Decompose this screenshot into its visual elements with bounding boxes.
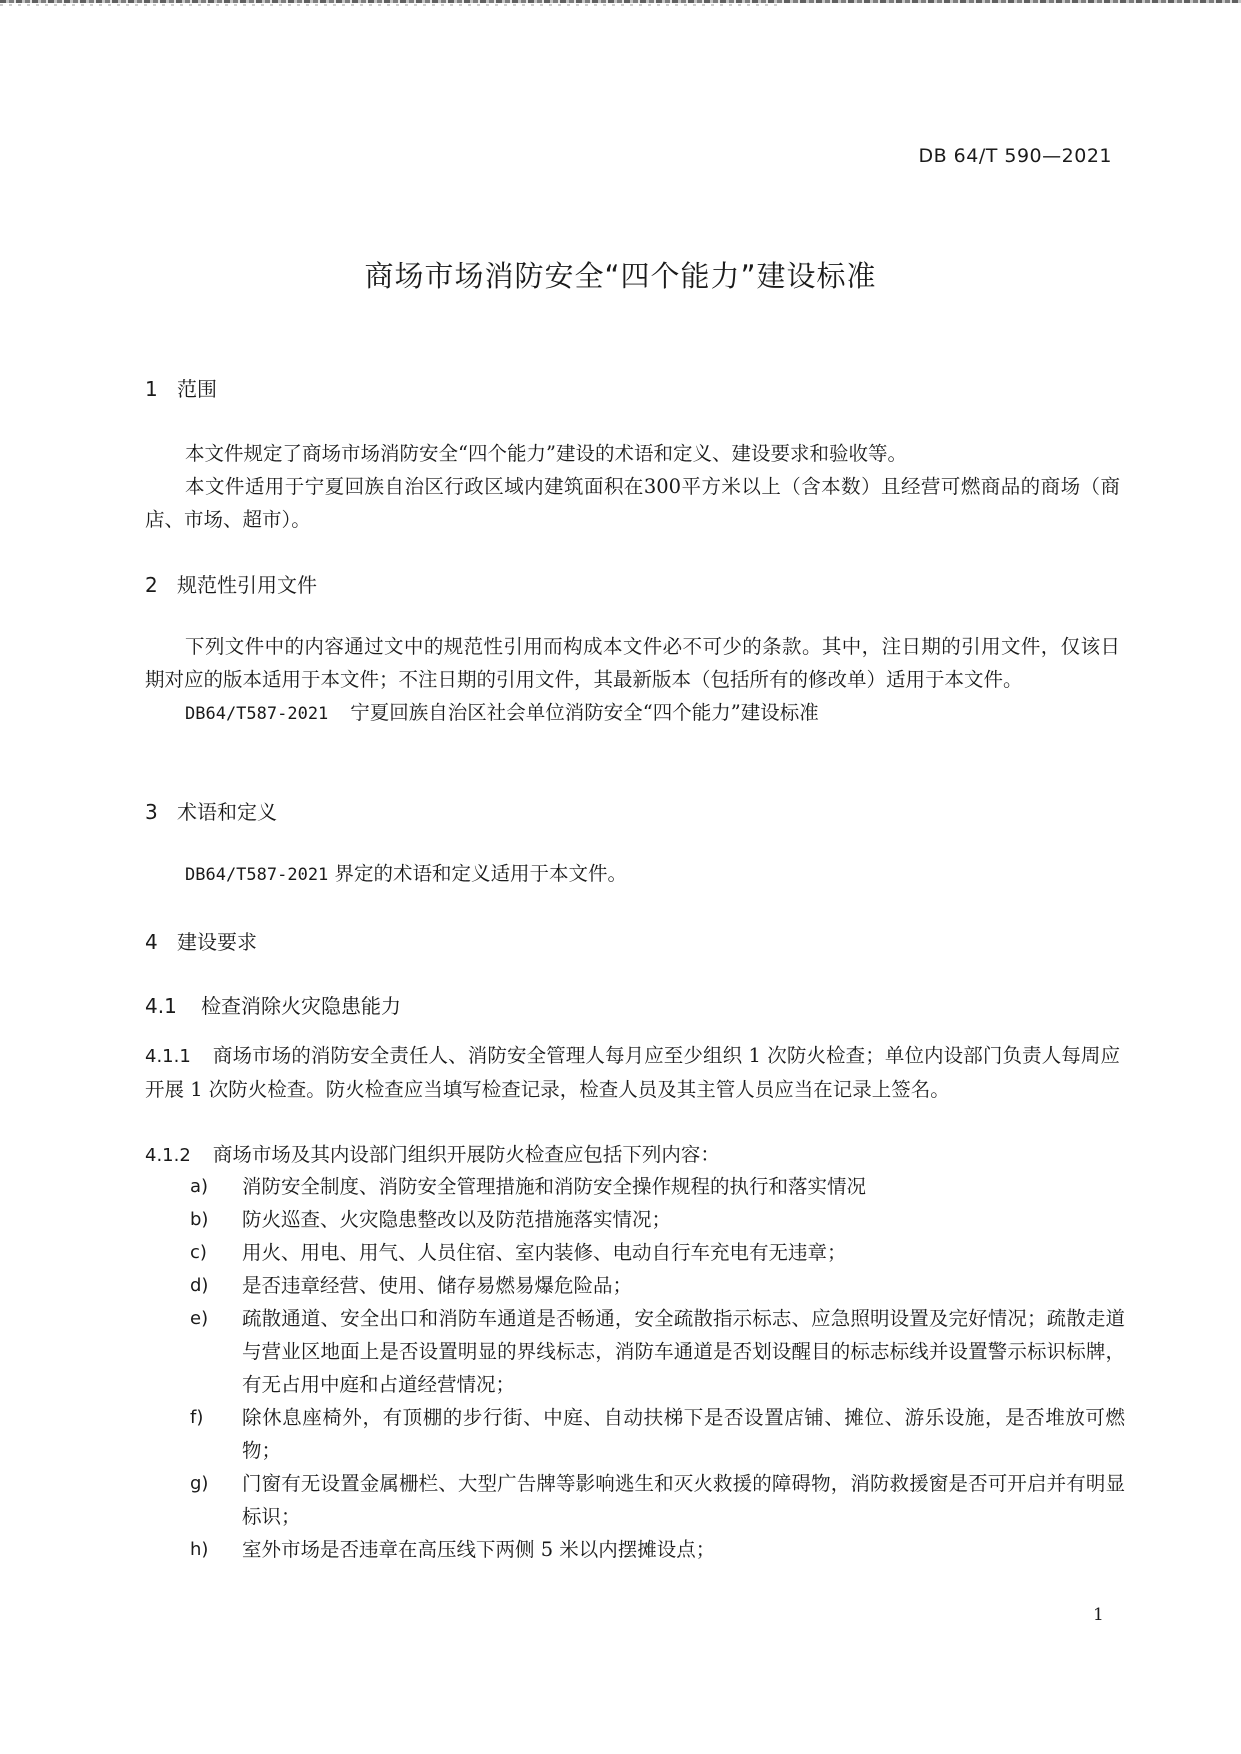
definition-text: 界定的术语和定义适用于本文件。 — [334, 862, 628, 885]
list-marker: h) — [190, 1539, 209, 1560]
list-item — [190, 1467, 1125, 1533]
list-item — [190, 1401, 1125, 1467]
clause-text: 商场市场的消防安全责任人、消防安全管理人每月应至少组织 1 次防火检查；单位内设部门负责人每周应开展 1 次防火检查。防火检查应当填写检查记录，检查人员及其主管人员应当在记录上签名。 — [145, 1044, 1120, 1101]
section-title: 术语和定义 — [177, 800, 277, 824]
list-item-text: 除休息座椅外，有顶棚的步行街、中庭、自动扶梯下是否设置店铺、摊位、游乐设施，是否堆放可燃物； — [242, 1406, 1125, 1462]
inspection-items-list — [190, 1170, 1125, 1566]
list-item — [190, 1269, 1125, 1302]
list-item — [190, 1203, 1125, 1236]
section-title: 范围 — [177, 377, 217, 401]
section-1-body — [145, 437, 1120, 536]
clause-number: 4.1.1 — [145, 1046, 191, 1067]
list-item-text: 疏散通道、安全出口和消防车通道是否畅通，安全疏散指示标志、应急照明设置及完好情况；疏散走道与营业区地面上是否设置明显的界线标志，消防车通道是否划设醒目的标志标线并设置警示标识标牌，有无占用中庭和占道经营情况； — [242, 1307, 1125, 1396]
list-item-text: 用火、用电、用气、人员住宿、室内装修、电动自行车充电有无违章； — [242, 1241, 847, 1264]
reference-title: 宁夏回族自治区社会单位消防安全“四个能力”建设标准 — [350, 701, 819, 724]
list-marker: c) — [190, 1242, 207, 1263]
list-marker: e) — [190, 1308, 209, 1329]
section-3-heading — [145, 798, 1120, 826]
section-number: 3 — [145, 800, 158, 824]
list-item-text: 防火巡查、火灾隐患整改以及防范措施落实情况； — [242, 1208, 672, 1231]
standard-code: DB 64/T 590—2021 — [918, 145, 1112, 167]
scan-artifact-top — [0, 0, 1241, 3]
section-title: 规范性引用文件 — [177, 573, 317, 597]
section-title: 建设要求 — [177, 930, 257, 954]
list-marker: g) — [190, 1473, 209, 1494]
clause-4-1-2 — [145, 1138, 1120, 1172]
list-marker: a) — [190, 1176, 209, 1197]
section-number: 2 — [145, 573, 158, 597]
list-item-text: 消防安全制度、消防安全管理措施和消防安全操作规程的执行和落实情况 — [242, 1175, 867, 1198]
subsection-4-1-heading — [145, 992, 1120, 1020]
list-item-text: 门窗有无设置金属栅栏、大型广告牌等影响逃生和灭火救援的障碍物，消防救援窗是否可开启并有明显标识； — [242, 1472, 1125, 1528]
section-1-heading — [145, 375, 1120, 403]
page-number: 1 — [1093, 1605, 1104, 1625]
reference-code: DB64/T587-2021 — [185, 865, 329, 885]
document-title: 商场市场消防安全“四个能力”建设标准 — [364, 259, 877, 293]
section-4-heading — [145, 928, 1120, 956]
section-number: 1 — [145, 377, 158, 401]
list-marker: b) — [190, 1209, 209, 1230]
list-item-text: 室外市场是否违章在高压线下两侧 5 米以内摆摊设点； — [242, 1538, 716, 1561]
subsection-number: 4.1 — [145, 994, 177, 1018]
list-item — [190, 1533, 1125, 1566]
reference-code: DB64/T587-2021 — [185, 704, 329, 724]
list-marker: f) — [190, 1407, 204, 1428]
section-2-body — [145, 630, 1120, 731]
normative-reference — [145, 696, 1120, 731]
section-number: 4 — [145, 930, 158, 954]
subsection-title: 检查消除火灾隐患能力 — [201, 994, 401, 1018]
definition-statement — [145, 857, 1120, 892]
section-3-body — [145, 857, 1120, 892]
clause-4-1-1 — [145, 1039, 1120, 1106]
paragraph: 下列文件中的内容通过文中的规范性引用而构成本文件必不可少的条款。其中，注日期的引用文件，仅该日期对应的版本适用于本文件；不注日期的引用文件，其最新版本（包括所有的修改单）适用于本文件。 — [145, 635, 1120, 691]
list-item-text: 是否违章经营、使用、储存易燃易爆危险品； — [242, 1274, 633, 1297]
clause-text: 商场市场及其内设部门组织开展防火检查应包括下列内容： — [212, 1143, 720, 1166]
list-item — [190, 1302, 1125, 1401]
list-item — [190, 1170, 1125, 1203]
clause-number: 4.1.2 — [145, 1145, 191, 1166]
list-item — [190, 1236, 1125, 1269]
section-2-heading — [145, 571, 1120, 599]
paragraph: 本文件规定了商场市场消防安全“四个能力”建设的术语和定义、建设要求和验收等。 — [185, 442, 907, 465]
scan-artifact-top-dots — [0, 4, 780, 6]
paragraph: 本文件适用于宁夏回族自治区行政区域内建筑面积在300平方米以上（含本数）且经营可燃商品的商场（商店、市场、超市）。 — [145, 475, 1120, 531]
list-marker: d) — [190, 1275, 209, 1296]
